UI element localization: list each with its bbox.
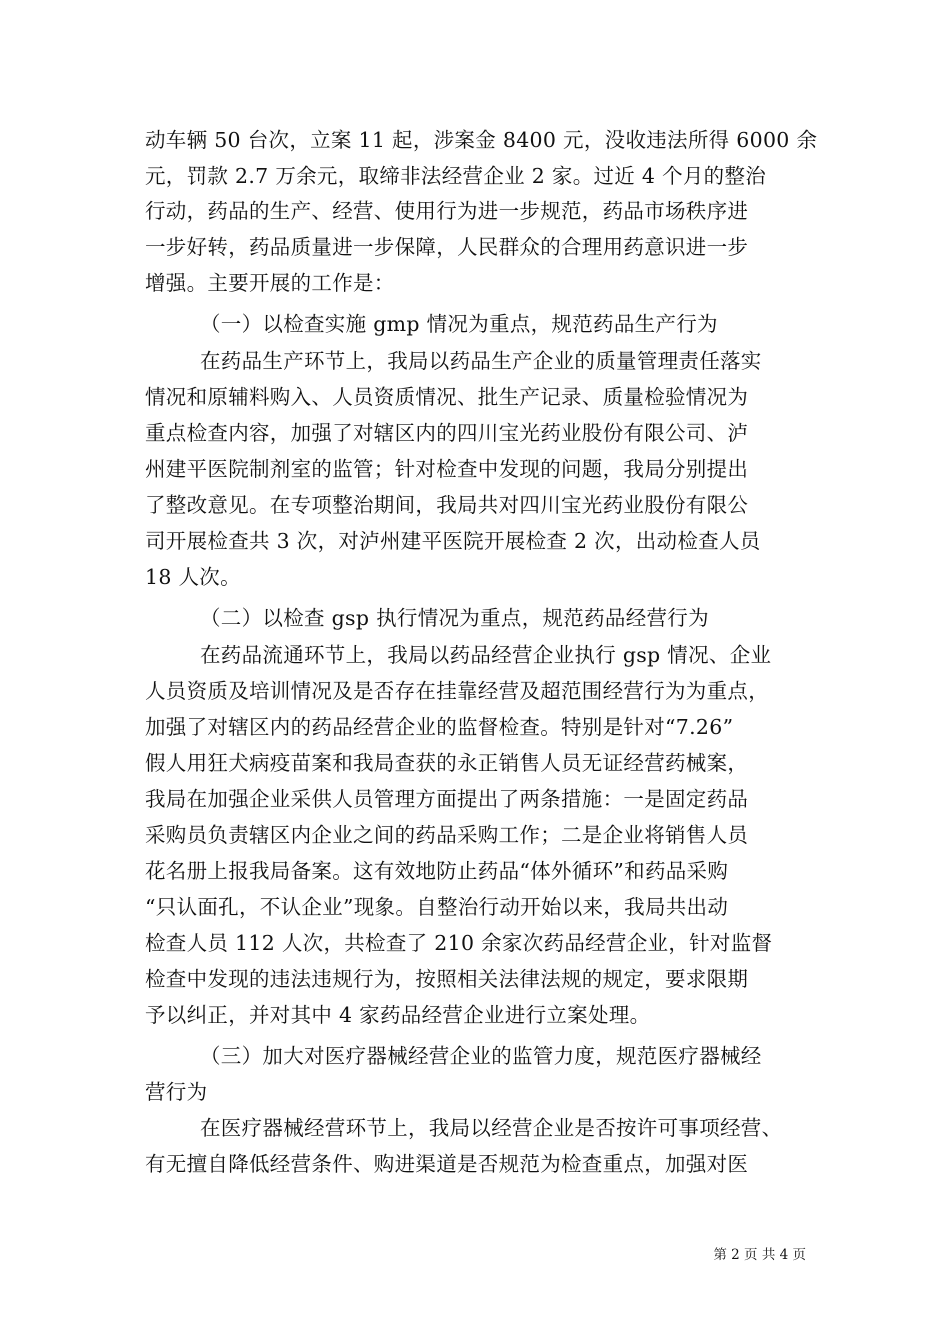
text-line: 营行为 bbox=[145, 1080, 208, 1104]
text-line: 加强了对辖区内的药品经营企业的监督检查。特别是针对“7.26” bbox=[145, 715, 734, 739]
text-line: 假人用狂犬病疫苗案和我局查获的永正销售人员无证经营药械案， bbox=[145, 751, 749, 775]
text-line: “只认面孔，不认企业”现象。自整治行动开始以来，我局共出动 bbox=[145, 895, 729, 919]
text-line: 一步好转，药品质量进一步保障，人民群众的合理用药意识进一步 bbox=[145, 235, 749, 259]
text-line: 了整改意见。在专项整治期间，我局共对四川宝光药业股份有限公 bbox=[145, 493, 749, 517]
text-line: 行动，药品的生产、经营、使用行为进一步规范，药品市场秩序进 bbox=[145, 199, 749, 223]
text-line: 情况和原辅料购入、人员资质情况、批生产记录、质量检验情况为 bbox=[145, 385, 749, 409]
text-line: 元，罚款 2.7 万余元，取缔非法经营企业 2 家。过近 4 个月的整治 bbox=[145, 164, 767, 188]
section-heading: （二）以检查 gsp 执行情况为重点，规范药品经营行为 bbox=[200, 606, 709, 630]
text-line: 检查人员 112 人次，共检查了 210 余家次药品经营企业，针对监督 bbox=[145, 931, 773, 955]
text-line: 花名册上报我局备案。这有效地防止药品“体外循环”和药品采购 bbox=[145, 859, 729, 883]
text-line: 重点检查内容，加强了对辖区内的四川宝光药业股份有限公司、泸 bbox=[145, 421, 749, 445]
text-line: 增强。主要开展的工作是： bbox=[145, 271, 395, 295]
text-line: 动车辆 50 台次，立案 11 起，涉案金 8400 元，没收违法所得 6000 余 bbox=[145, 128, 818, 152]
paragraph-first-line: 在医疗器械经营环节上，我局以经营企业是否按许可事项经营、 bbox=[200, 1116, 783, 1140]
text-line: 予以纠正，并对其中 4 家药品经营企业进行立案处理。 bbox=[145, 1003, 651, 1027]
page-number-footer: 第 2 页 共 4 页 bbox=[713, 1247, 806, 1263]
section-heading: （三）加大对医疗器械经营企业的监管力度，规范医疗器械经 bbox=[200, 1044, 762, 1068]
section-heading: （一）以检查实施 gmp 情况为重点，规范药品生产行为 bbox=[200, 312, 718, 336]
text-line: 有无擅自降低经营条件、购进渠道是否规范为检查重点，加强对医 bbox=[145, 1152, 749, 1176]
text-line: 18 人次。 bbox=[145, 565, 241, 589]
text-line: 州建平医院制剂室的监管；针对检查中发现的问题，我局分别提出 bbox=[145, 457, 749, 481]
text-line: 采购员负责辖区内企业之间的药品采购工作；二是企业将销售人员 bbox=[145, 823, 749, 847]
text-line: 我局在加强企业采供人员管理方面提出了两条措施：一是固定药品 bbox=[145, 787, 749, 811]
paragraph-first-line: 在药品生产环节上，我局以药品生产企业的质量管理责任落实 bbox=[200, 349, 762, 373]
text-line: 司开展检查共 3 次，对泸州建平医院开展检查 2 次，出动检查人员 bbox=[145, 529, 761, 553]
paragraph-first-line: 在药品流通环节上，我局以药品经营企业执行 gsp 情况、企业 bbox=[200, 643, 772, 667]
text-line: 人员资质及培训情况及是否存在挂靠经营及超范围经营行为为重点， bbox=[145, 679, 769, 703]
text-line: 检查中发现的违法违规行为，按照相关法律法规的规定，要求限期 bbox=[145, 967, 749, 991]
